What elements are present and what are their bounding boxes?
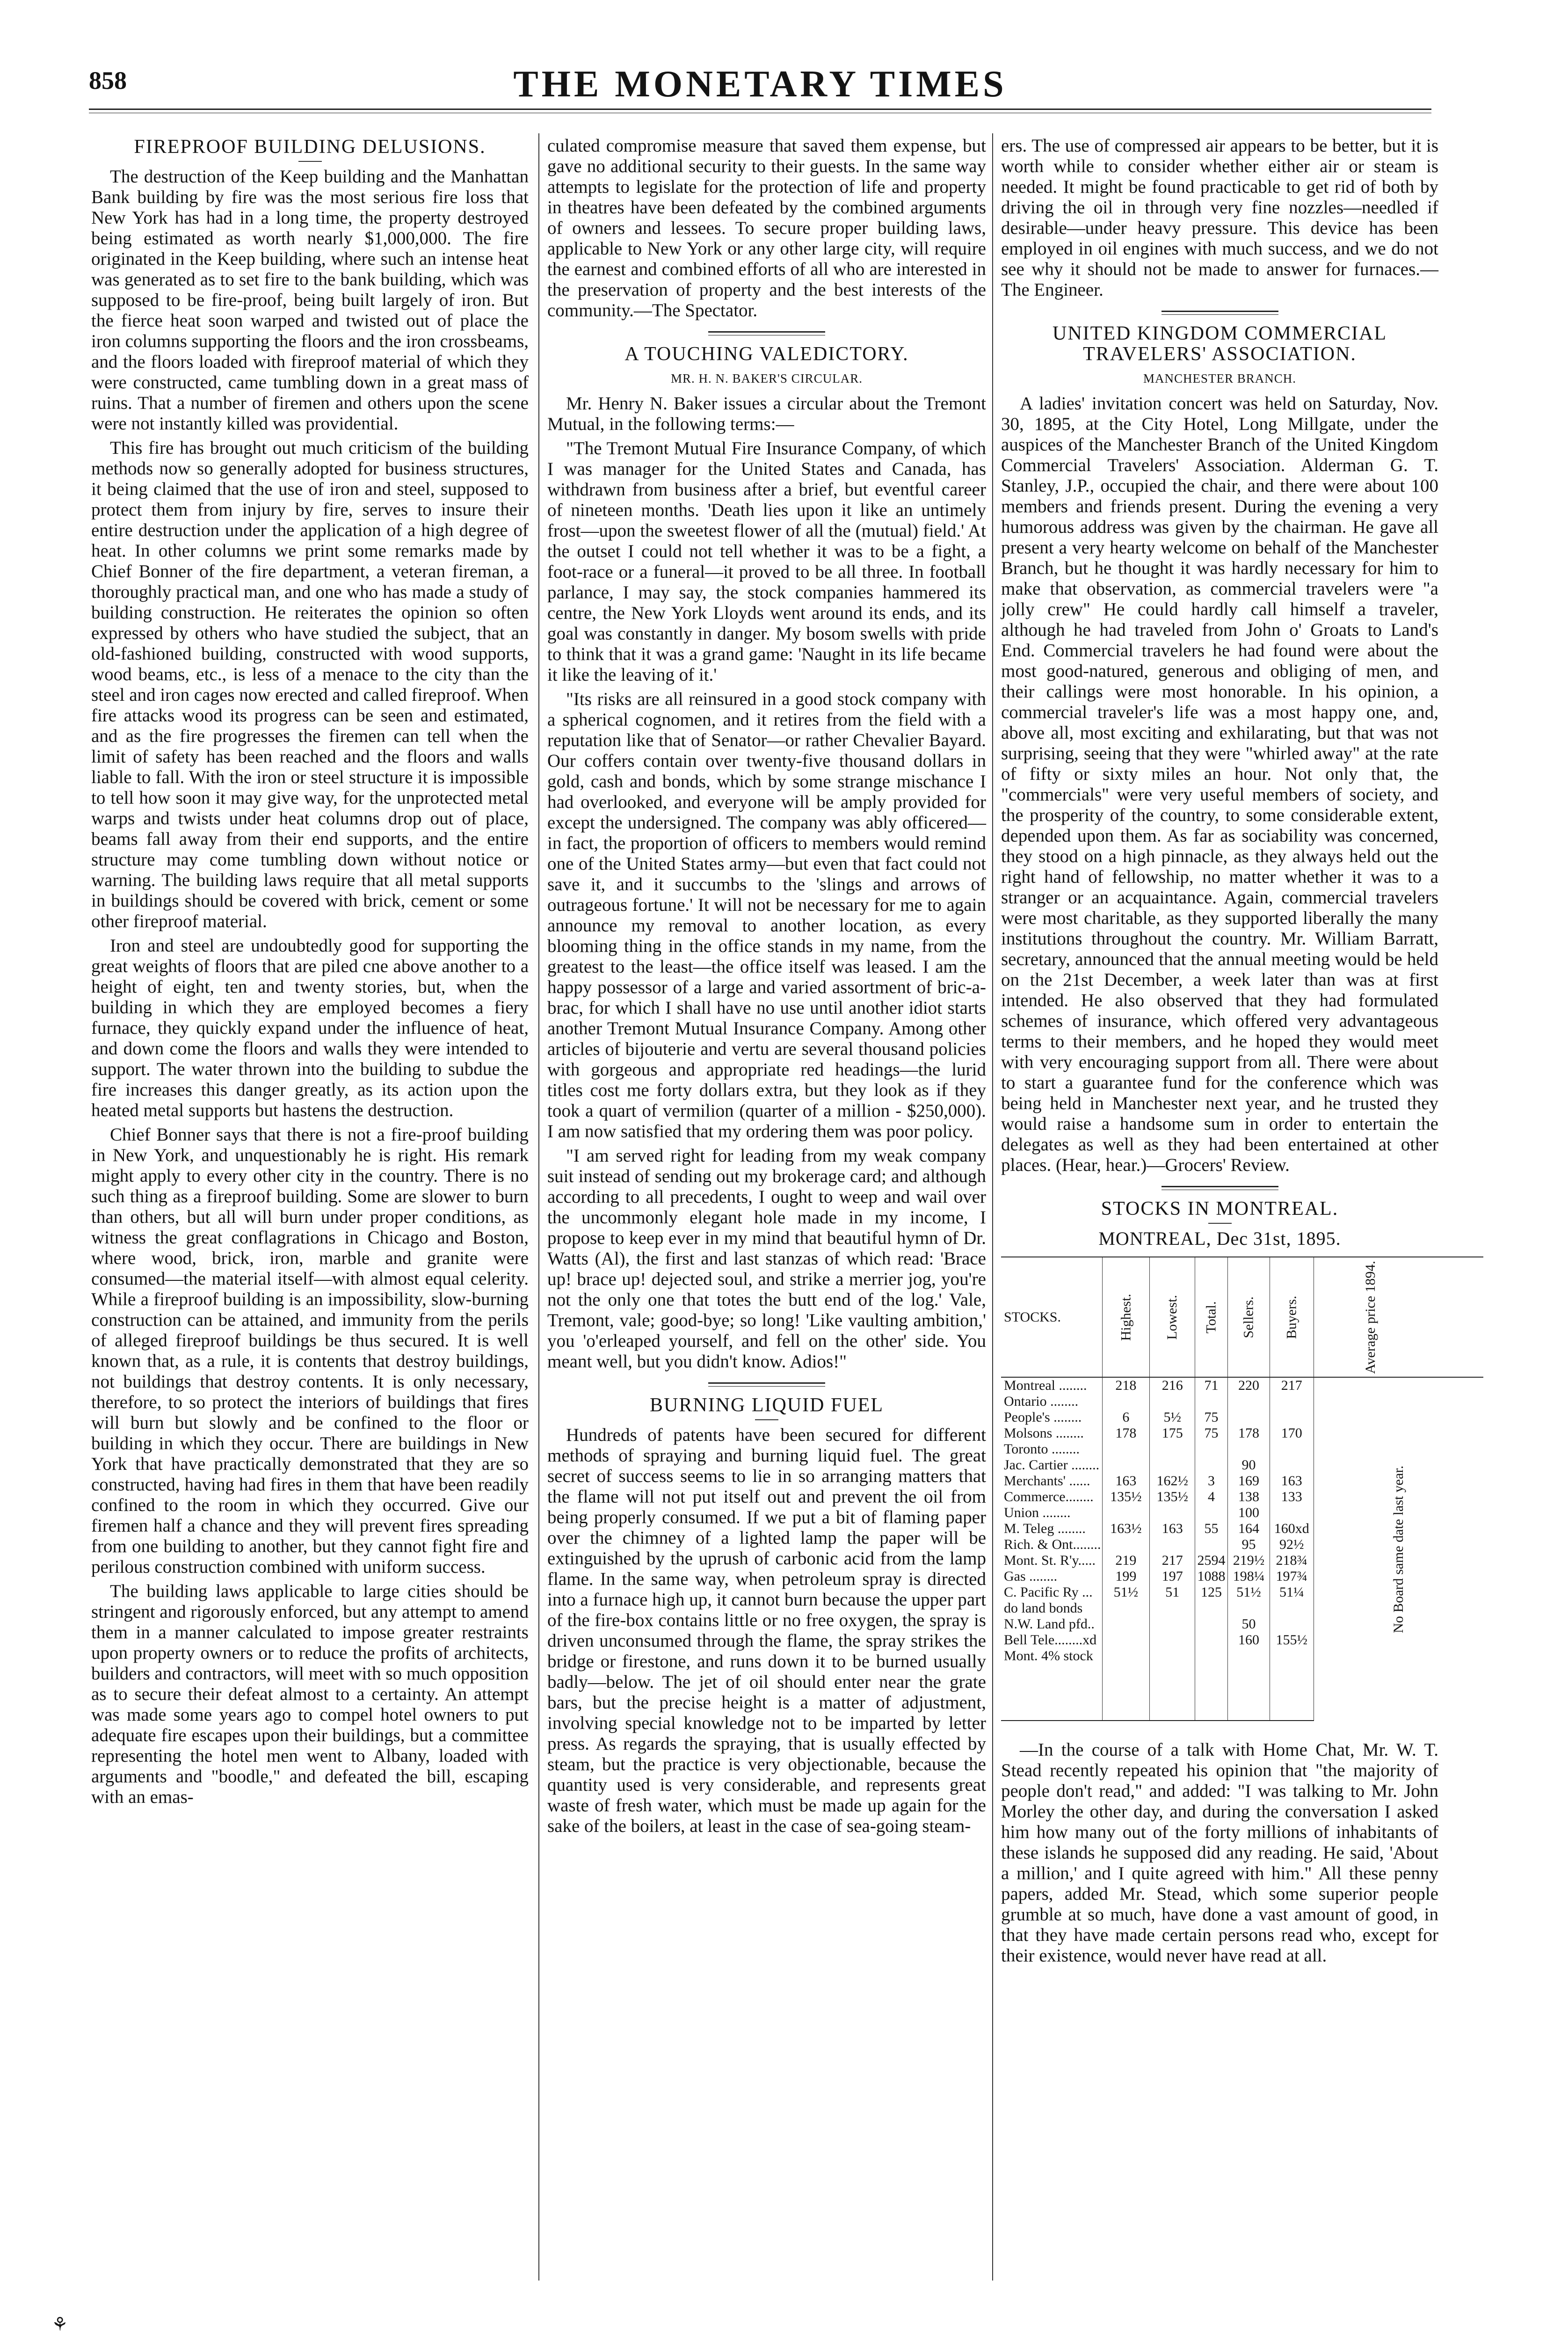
stock-name-cell: N.W. Land pfd.. [1004,1616,1095,1632]
stock-name-cell: Rich. & Ont........ [1004,1537,1101,1552]
stock-value-cell: 199 [1102,1569,1150,1584]
stock-value-cell: 75 [1195,1425,1228,1441]
stock-value-cell: 218¾ [1270,1553,1314,1569]
stock-value-cell: 197 [1150,1569,1195,1584]
stock-value-cell [1150,1632,1195,1648]
stock-value-cell: 125 [1195,1584,1228,1600]
section-separator [1161,311,1278,315]
average-note-cell [1314,1377,1483,1721]
article-heading-travelers: UNITED KINGDOM COMMERCIAL TRAVELERS' ASSOCIATION. [1053,323,1387,365]
masthead-title: THE MONETARY TIMES [513,64,1007,105]
stock-value-cell: 75 [1195,1409,1228,1425]
stock-name-cell: Gas ........ [1004,1569,1058,1584]
empty-cell [1270,1664,1314,1721]
stock-value-cell: 170 [1270,1425,1314,1441]
stock-value-cell: 5½ [1150,1409,1195,1425]
stock-value-cell [1270,1394,1314,1409]
heading-dash [1208,1223,1232,1224]
stock-value-cell: 163 [1270,1473,1314,1489]
stock-name-cell: Toronto ........ [1004,1441,1080,1457]
stock-value-cell [1102,1394,1150,1409]
column-1 [91,136,529,1811]
paragraph: "The Tremont Mutual Fire Insurance Company, of which I was manager for the United States and Canada, has withdrawn from business after a brief, but eventful career of nineteen months. 'Death lies upon it like an untimely frost—upon the sweetest flower of all the (mutual) field.' At the outset I could not tell whether it was to be a fight, a foot-race or a funeral—it proved to be all three. In football parlance, I may say, the stock companies hammered its centre, the New York Lloyds went around its ends, and its goal was constantly in danger. My bosom swells with pride to think that it was a grand game: 'Naught in its life became it like the leaving of it.' [547,438,986,685]
stock-value-cell: 1088 [1195,1569,1228,1584]
stock-value-cell: 217 [1150,1553,1195,1569]
stock-value-cell [1195,1394,1228,1409]
col-header-average: Average price 1894. [1314,1257,1483,1377]
stock-value-cell [1150,1441,1195,1457]
stock-value-cell [1195,1505,1228,1521]
stocks-heading: STOCKS IN MONTREAL. [1101,1198,1339,1220]
stock-value-cell: 217 [1270,1377,1314,1394]
stock-name-cell: Molsons ........ [1004,1425,1084,1441]
column-divider [992,133,993,2281]
page-header [89,63,1431,105]
stock-name-cell: Montreal ........ [1004,1378,1087,1393]
header-rule [89,109,1431,110]
stock-value-cell [1195,1600,1228,1616]
stocks-table [1001,1257,1483,1721]
stock-name-cell: Merchants' ...... [1004,1473,1090,1489]
stock-value-cell [1150,1616,1195,1632]
stock-value-cell [1270,1457,1314,1473]
article-heading-liquid-fuel: BURNING LIQUID FUEL [650,1395,884,1416]
stock-value-cell [1150,1600,1195,1616]
stock-value-cell: 3 [1195,1473,1228,1489]
col-header-lowest: Lowest. [1150,1257,1195,1377]
stock-value-cell: 100 [1227,1505,1270,1521]
stocks-dateline: MONTREAL, Dec 31st, 1895. [1098,1228,1341,1249]
stock-value-cell: 138 [1227,1489,1270,1505]
column-divider [538,133,539,2281]
stock-value-cell [1195,1441,1228,1457]
paragraph: This fire has brought out much criticism of the building methods now so generally adopted for business structures, it being claimed that the use of iron and steel, supposed to protect them from injury by fire, serves to insure their entire destruction under the application of a high degree of heat. In other columns we print some remarks made by Chief Bonner of the fire department, a veteran fireman, a thoroughly practical man, and one who has made a study of building construction. He reiterates the opinion so often expressed by others who have studied the subject, that an old-fashioned building, constructed with wood supports, wood beams, etc., is less of a menace to the city than the steel and iron cages now erected and called fireproof. When fire attacks wood its progress can be seen and estimated, and as the fire progresses the firemen can tell when the limit of safety has been reached and the floors and walls liable to fall. With the iron or steel structure it is impossible to tell how soon it may give way, for the unprotected metal warps and twists under heat columns drop out of place, beams fall away from their end supports, and the entire structure may come tumbling down without notice or warning. The building laws require that all metal supports in buildings should be covered with brick, cement or some other fireproof material. [91,438,529,931]
stock-value-cell [1195,1632,1228,1648]
empty-cell [1195,1664,1228,1721]
stock-value-cell [1227,1600,1270,1616]
col-header-total: Total. [1195,1257,1228,1377]
stock-name-cell: Bell Tele........xd [1004,1632,1097,1648]
stock-value-cell: 216 [1150,1377,1195,1394]
stock-value-cell: 219½ [1227,1553,1270,1569]
stock-name-cell: Mont. St. R'y..... [1004,1553,1096,1568]
stock-value-cell [1227,1441,1270,1457]
stock-value-cell [1102,1505,1150,1521]
stock-value-cell [1150,1457,1195,1473]
stock-value-cell [1270,1409,1314,1425]
stock-value-cell [1227,1394,1270,1409]
stock-value-cell [1102,1600,1150,1616]
stock-name-cell: do land bonds [1004,1600,1083,1616]
corner-mark: ⚘ [51,2314,68,2335]
stock-value-cell: 4 [1195,1489,1228,1505]
stock-value-cell [1150,1394,1195,1409]
stock-value-cell: 51½ [1102,1584,1150,1600]
stock-value-cell: 220 [1227,1377,1270,1394]
stock-name-cell: Mont. 4% stock [1004,1648,1093,1663]
stock-value-cell: 160xd [1270,1521,1314,1537]
stock-value-cell: 198¼ [1227,1569,1270,1584]
stocks-table-body [1001,1377,1483,1721]
stock-value-cell [1102,1441,1150,1457]
stock-value-cell [1102,1537,1150,1553]
empty-cell [1150,1664,1195,1721]
table-header-row [1001,1257,1483,1377]
stock-value-cell [1270,1505,1314,1521]
stock-value-cell [1195,1616,1228,1632]
section-separator [708,1382,825,1387]
article-subheading: MANCHESTER BRANCH. [1143,371,1297,385]
heading-dash [755,1419,778,1420]
stock-value-cell: 71 [1195,1377,1228,1394]
stock-value-cell [1150,1537,1195,1553]
stock-value-cell [1150,1505,1195,1521]
stock-value-cell [1227,1648,1270,1664]
paragraph: "Its risks are all reinsured in a good stock company with a spherical cognomen, and it retires from the field with a reputation like that of Senator—or rather Chevalier Bayard. Our coffers contain over twenty-five thousand dollars in gold, cash and bonds, which by some strange mischance I had overlooked, and everyone will be amply provided for except the undersigned. The company was ably officered—in fact, the proportion of officers to members would remind one of the United States army—but even that fact could not save it, and it succumbs to the 'slings and arrows of outrageous fortune.' It will not be necessary for me to again announce my removal to another location, as every blooming thing in the office stands in my name, from the greatest to the least—the office itself was leased. I am the happy possessor of a large and varied assortment of bric-a-brac, for which I shall have no use until another idiot starts another Tremont Mutual Insurance Company. Among other articles of bijouterie and vertu are several thousand policies with gorgeous and appropriate red headings—the lurid titles cost me forty dollars extra, but they look as if they took a quart of vermilion (quarter of a million - $250,000). I am now satisfied that my ordering them was poor policy. [547,689,986,1141]
stock-value-cell: 178 [1227,1425,1270,1441]
col-header-stocks: STOCKS. [1001,1257,1102,1377]
paragraph: Hundreds of patents have been secured for different methods of spraying and burning liquid fuel. The great secret of success seems to lie in so arranging matters that the flame will not put itself out and prevent the oil from being properly consumed. If we put a bit of flaming paper over the chimney of a lighted lamp the paper will be extinguished by the uprush of carbonic acid from the lamp flame. In the same way, when petroleum spray is directed into a furnace high up, it cannot burn because the upper part of the fire-box contains little or no free oxygen, the spray is driven unconsumed through the flame, the spray strikes the bridge or firestone, and runs down it to be burned usually badly—below. The jet of oil should enter near the grate bars, but the precise height is a matter of adjustment, involving special knowledge not to be imparted by letter press. As regards the spraying, that is usually effected by steam, but the practice is very objectionable, because the quantity used is very considerable, and represents great waste of fresh water, which must be made up again for the sake of the boilers, at least in the case of sea-going steam- [547,1425,986,1836]
stock-value-cell [1195,1537,1228,1553]
article-heading-valedictory: A TOUCHING VALEDICTORY. [624,343,909,365]
section-separator [1161,1186,1278,1190]
paragraph: Iron and steel are undoubtedly good for supporting the great weights of floors that are piled cne above another to a height of eight, ten and twenty stories, but, when the building in which they are employed becomes a fiery furnace, they quickly expand under the influence of heat, and down come the floors and walls they were intended to support. The water thrown into the building to subdue the fire increases this danger greatly, as its action upon the heated metal supports but hastens the destruction. [91,936,529,1120]
stock-name-cell: Jac. Cartier ........ [1004,1457,1100,1473]
stock-name-cell: M. Teleg ........ [1004,1521,1086,1536]
stock-name-cell: Ontario ........ [1004,1394,1079,1409]
stock-name-cell: Union ........ [1004,1505,1071,1520]
heading-dash [298,161,322,162]
stock-value-cell: 6 [1102,1409,1150,1425]
stock-value-cell: 169 [1227,1473,1270,1489]
stock-value-cell: 175 [1150,1425,1195,1441]
stock-value-cell: 135½ [1102,1489,1150,1505]
stock-value-cell: 163 [1102,1473,1150,1489]
stock-value-cell: 218 [1102,1377,1150,1394]
stock-value-cell: 160 [1227,1632,1270,1648]
paragraph-continuation: culated compromise measure that saved them expense, but gave no additional security to their guests. In the same way attempts to legislate for the protection of life and property in theatres have been defeated by the combined arguments of owners and lessees. To secure proper building laws, applicable to New York or any other large city, will require the earnest and combined efforts of all who are interested in the preservation of property and the best interests of the community.—The Spectator. [547,136,986,320]
stock-value-cell: 90 [1227,1457,1270,1473]
stock-value-cell: 55 [1195,1521,1228,1537]
paragraph: The destruction of the Keep building and the Manhattan Bank building by fire was the most serious fire loss that New York has had in a long time, the property destroyed being estimated as worth nearly $1,000,000. The fire originated in the Keep building, where such an intense heat was generated as to set fire to the bank building, which was supposed to be fire-proof, being built largely of iron. But the fierce heat soon warped and twisted out of place the iron columns supporting the floors and the iron crossbeams, and the floors loaded with fireproof material of which they were constructed, came tumbling down in a great mass of ruins. That a number of firemen and others upon the scene were not instantly killed was providential. [91,167,529,434]
stock-value-cell: 155½ [1270,1632,1314,1648]
paragraph: The building laws applicable to large cities should be stringent and rigorously enforced, but any attempt to amend them in a manner calculated to impose greater restraints upon property owners or to reduce the profits of architects, builders and contractors, will meet with so much opposition as to secure their defeat almost to a certainty. An attempt was made some years ago to compel hotel owners to put adequate fire escapes upon their buildings, but a committee representing the hotel men went to Albany, loaded with arguments and "boodle," and defeated the bill, escaping with an emas- [91,1581,529,1807]
col-header-highest: Highest. [1102,1257,1150,1377]
stock-value-cell [1270,1441,1314,1457]
empty-cell [1102,1664,1150,1721]
stock-value-cell: 162½ [1150,1473,1195,1489]
col-header-buyers: Buyers. [1270,1257,1314,1377]
stock-name-cell: Commerce........ [1004,1489,1094,1504]
stock-value-cell: 219 [1102,1553,1150,1569]
stock-name-cell: C. Pacific Ry ... [1004,1584,1093,1600]
stock-value-cell [1270,1600,1314,1616]
stock-value-cell [1195,1648,1228,1664]
stock-value-cell [1102,1616,1150,1632]
column-2 [547,136,986,1840]
paragraph-footnote: —In the course of a talk with Home Chat, Mr. W. T. Stead recently repeated his opinion that "the majority of people don't read," and added: "I was talking to Mr. John Morley the other day, and during the conversation I asked him how many out of the forty millions of inhabitants of these islands he supposed did any reading. He said, 'About a million,' and I quite agreed with him." All these penny papers, added Mr. Stead, which some superior people grumble at so much, have done a vast amount of good, in that they have made certain persons read who, except for their existence, would never have read at all. [1001,1740,1438,1966]
stock-value-cell: 163 [1150,1521,1195,1537]
stock-value-cell: 51½ [1227,1584,1270,1600]
paragraph: "I am served right for leading from my weak company suit instead of sending out my brokerage card; and although according to all precedents, I ought to weep and wail over the uncommonly elegant hole made in my income, I propose to keep ever in my mind that beautiful hymn of Dr. Watts (Al), the first and last stanzas of which read: 'Brace up! brace up! dejected soul, and strike a merrier jog, you're not the only one that totes the butt end of the log.' Vale, Tremont, vale; good-bye; so long! 'Like vaulting ambition,' you 'o'erleaped yourself, and fell on the other' side. You meant well, but you didn't know. Adios!" [547,1146,986,1372]
article-heading-fireproof: FIREPROOF BUILDING DELUSIONS. [134,136,486,158]
stock-value-cell: 92½ [1270,1537,1314,1553]
stock-value-cell [1270,1616,1314,1632]
stock-value-cell: 135½ [1150,1489,1195,1505]
stock-value-cell: 51 [1150,1584,1195,1600]
stock-value-cell: 197¾ [1270,1569,1314,1584]
stock-value-cell: 50 [1227,1616,1270,1632]
article-subheading: MR. H. N. BAKER'S CIRCULAR. [671,371,863,385]
stock-name-cell: People's ........ [1004,1409,1082,1425]
stock-value-cell [1102,1648,1150,1664]
paragraph: Mr. Henry N. Baker issues a circular about the Tremont Mutual, in the following terms:— [547,393,986,434]
col-header-sellers: Sellers. [1227,1257,1270,1377]
paragraph: Chief Bonner says that there is not a fire-proof building in New York, and unquestionably he is right. His remark might apply to every other city in the country. There is no such thing as a fireproof building. Some are slower to burn than others, but all will burn under proper conditions, as witness the great conflagrations in Chicago and Boston, where wood, brick, iron, marble and granite were consumed—the material itself—with almost equal celerity. While a fireproof building is an impossibility, slow-burning construction can be attained, and immunity from the perils of alleged fireproof buildings be thus secured. It is well known that, as a rule, it is contents that destroy buildings, not buildings that destroy contents. It is only necessary, therefore, to so protect the interiors of buildings that fires will burn but slowly and be confined to the floor or building in which they occur. There are buildings in New York that have practically demonstrated that they are so constructed, having had fires in them that have been readily confined to the room in which they occurred. Give our firemen half a chance and they will prevent fires spreading from one building to another, but they cannot fight fire and perilous construction combined with uniform success. [91,1125,529,1577]
column-3 [1001,136,1438,1970]
stock-value-cell [1102,1457,1150,1473]
stock-value-cell [1270,1648,1314,1664]
stock-value-cell: 164 [1227,1521,1270,1537]
stock-value-cell: 178 [1102,1425,1150,1441]
paragraph-continuation: ers. The use of compressed air appears to be better, but it is worth while to consider whether either air or steam is needed. It might be found practicable to get rid of both by driving the oil in through very fine nozzles—needled if desirable—under heavy pressure. This device has been employed in oil engines with much success, and we do not see why it should not be made to answer for furnaces.—The Engineer. [1001,136,1438,300]
average-note: No Board same date last year. [1390,1465,1406,1633]
stock-value-cell [1150,1648,1195,1664]
section-separator [708,331,825,335]
table-row [1001,1377,1483,1394]
stock-value-cell: 163½ [1102,1521,1150,1537]
stock-value-cell: 95 [1227,1537,1270,1553]
stock-value-cell: 133 [1270,1489,1314,1505]
stock-value-cell [1195,1457,1228,1473]
stock-value-cell: 51¼ [1270,1584,1314,1600]
stock-value-cell [1227,1409,1270,1425]
paragraph: A ladies' invitation concert was held on Saturday, Nov. 30, 1895, at the City Hotel, Long Millgate, under the auspices of the Manchester Branch of the United Kingdom Commercial Travelers' Association. Alderman G. T. Stanley, J.P., occupied the chair, and there were about 100 members and friends present. During the evening a very humorous address was given by the chairman. He gave all present a very hearty welcome on behalf of the Manchester Branch, but he thought it was hardly necessary for him to make that observation, as commercial travelers were "a jolly crew" He could hardly call himself a traveler, although he had traveled from John o' Groats to Land's End. Commercial travelers he had found were about the most good-natured, generous and obliging of men, and their callings were most honorable. In his opinion, a commercial traveler's life was a most happy one, and, above all, most exciting and exhilarating, but that was not surprising, seeing that they were "whirled away" at the rate of fifty or sixty miles an hour. Not only that, the "commercials" were very useful members of society, and the prosperity of the country, to some considerable extent, depended upon them. As far as sociability was concerned, they stood on a high pinnacle, as they always held out the right hand of fellowship, no matter whether it was to a stranger or an acquaintance. Again, commercial travelers were most charitable, as they supported liberally the many institutions throughout the country. Mr. William Barratt, secretary, announced that the annual meeting would be held on the 21st December, a week later than was at first intended. He also observed that they had formulated schemes of insurance, which offered very advantageous terms to their members, and he hoped they would meet with very encouraging support from all. There were about to start a guarantee fund for the conference which was being held in Manchester next year, and he trusted they would raise a handsome sum in order to entertain the delegates as well as they had been entertained at other places. (Hear, hear.)—Grocers' Review. [1001,393,1438,1175]
empty-cell [1001,1664,1102,1721]
stock-value-cell: 2594 [1195,1553,1228,1569]
page-number: 858 [89,66,127,94]
stock-value-cell [1102,1632,1150,1648]
empty-cell [1227,1664,1270,1721]
